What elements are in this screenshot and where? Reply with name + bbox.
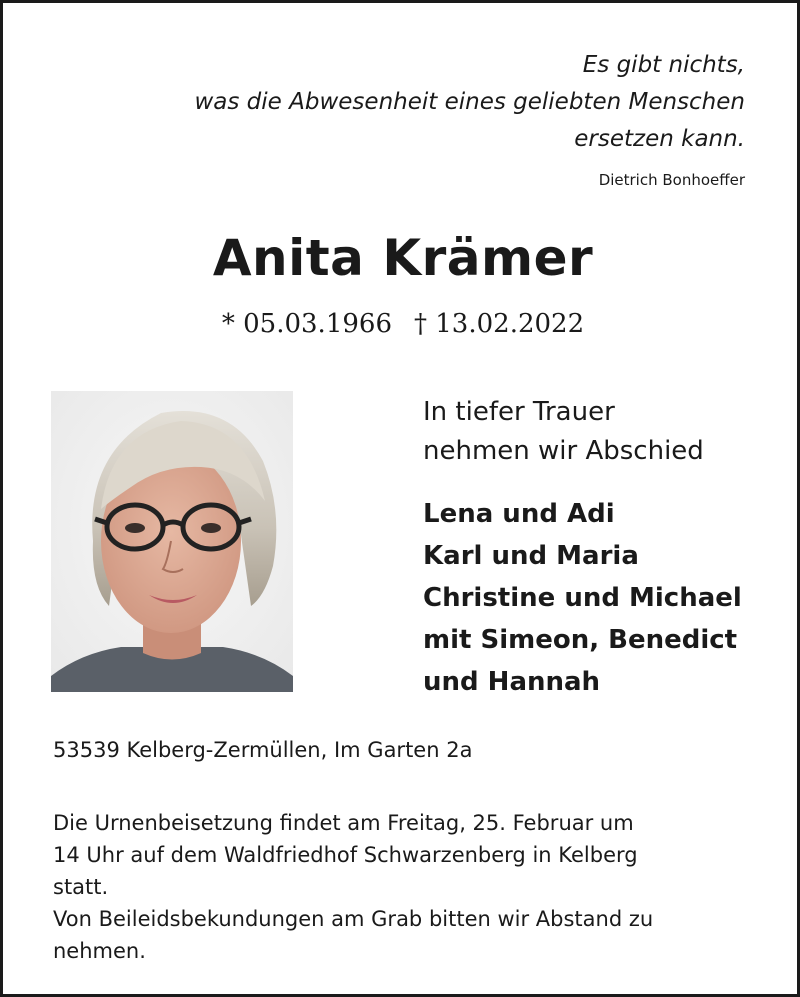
notice-line: Die Urnenbeisetzung findet am Freitag, 25. Februar um [53, 811, 634, 835]
notice-line: statt. [53, 875, 109, 899]
address: 53539 Kelberg-Zermüllen, Im Garten 2a [53, 738, 473, 762]
family-line: Karl und Maria [423, 541, 639, 571]
portrait-photo [51, 391, 293, 692]
notice-line: 14 Uhr auf dem Waldfriedhof Schwarzenberg in Kelberg [53, 843, 638, 867]
family-line: mit Simeon, Benedict [423, 625, 738, 655]
deceased-name: Anita Krämer [212, 229, 594, 287]
family-line: und Hannah [423, 667, 601, 697]
family-names [423, 493, 742, 703]
death-date: † 13.02.2022 [414, 309, 585, 339]
mourning-text [423, 393, 704, 471]
family-line: Lena und Adi [423, 499, 615, 529]
mourning-line: nehmen wir Abschied [423, 436, 704, 466]
mourning-line: In tiefer Trauer [423, 397, 615, 427]
family-line: Christine und Michael [423, 583, 742, 613]
funeral-notice [53, 807, 653, 967]
quote-line: Es gibt nichts, [582, 52, 745, 78]
birth-date: * 05.03.1966 [221, 309, 392, 339]
quote-line: was die Abwesenheit eines geliebten Menschen [194, 89, 745, 115]
notice-line: nehmen. [53, 939, 146, 963]
notice-line: Von Beileidsbekundungen am Grab bitten wir Abstand zu [53, 907, 654, 931]
quote-author: Dietrich Bonhoeffer [598, 171, 745, 189]
life-dates [3, 309, 800, 339]
quote [194, 47, 745, 158]
quote-line: ersetzen kann. [574, 126, 745, 152]
